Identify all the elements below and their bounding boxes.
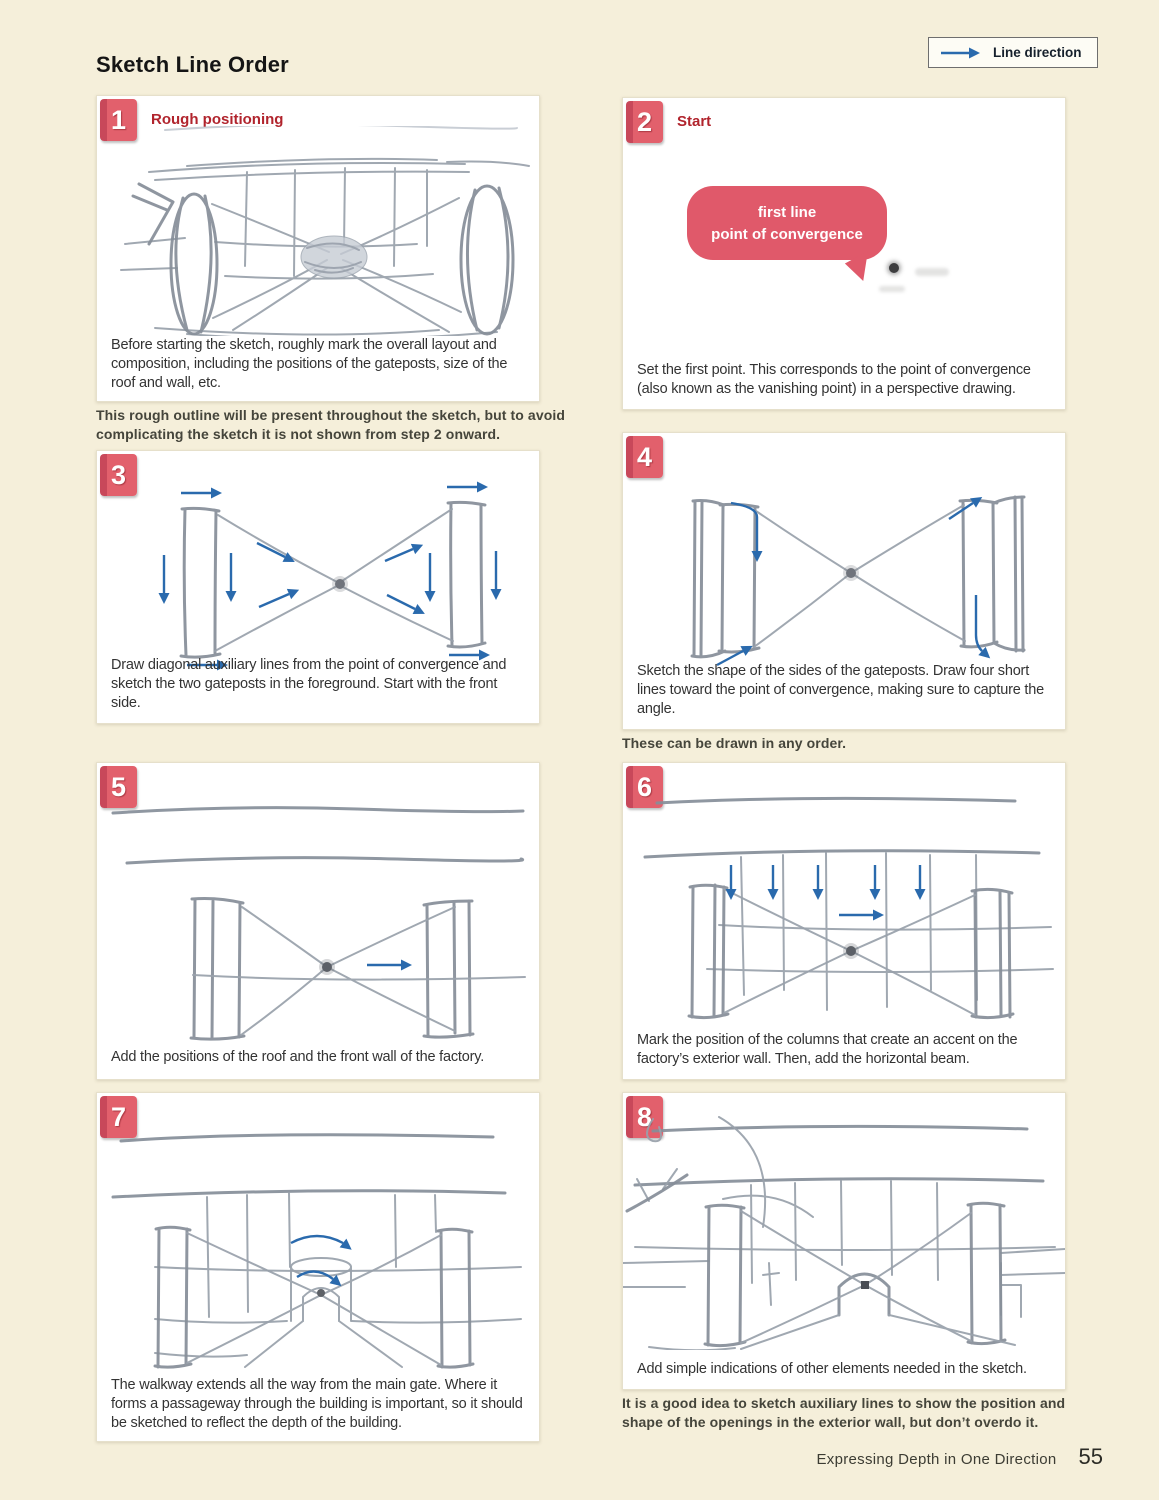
line-direction-arrow-icon xyxy=(937,43,983,63)
step-3-panel xyxy=(96,450,540,724)
bubble-line-1: first line xyxy=(757,204,817,221)
step-3-sketch xyxy=(97,473,539,673)
step-number-badge: 2 xyxy=(626,101,663,143)
step-8-sketch xyxy=(623,1115,1065,1350)
step-5-panel xyxy=(96,762,540,1080)
footer-section-title: Expressing Depth in One Direction xyxy=(816,1451,1057,1468)
speech-bubble xyxy=(687,186,887,260)
step-caption: Sketch the shape of the sides of the gateposts. Draw four short lines toward the point of convergence, making sure to capture the angle. xyxy=(637,662,1044,717)
step-label: Start xyxy=(677,113,712,130)
step-6-sketch xyxy=(623,785,1065,1025)
step-number-badge: 1 xyxy=(100,99,137,141)
page-title: Sketch Line Order xyxy=(96,52,289,77)
line-direction-legend xyxy=(928,37,1098,68)
step-1-sketch xyxy=(97,126,539,336)
vanishing-point-dot xyxy=(889,263,899,273)
step-caption: Mark the position of the columns that create an accent on the factory’s exterior wall. Then, add the horizontal beam. xyxy=(637,1031,1018,1067)
step-4-note: These can be drawn in any order. xyxy=(622,735,847,751)
step-number-badge: 7 xyxy=(100,1096,137,1138)
step-6-panel xyxy=(622,762,1066,1080)
step-caption: Draw diagonal auxiliary lines from the point of convergence and sketch the two gateposts in the foreground. Start with the front side. xyxy=(111,656,507,711)
step-8-panel xyxy=(622,1092,1066,1390)
step-caption: Add simple indications of other elements needed in the sketch. xyxy=(637,1360,1027,1377)
footer-page-number: 55 xyxy=(1078,1444,1103,1469)
step-4-sketch xyxy=(623,459,1065,677)
step-5-sketch xyxy=(97,787,539,1042)
legend-label: Line direction xyxy=(993,45,1082,60)
speech-bubble-tail xyxy=(845,251,879,284)
bubble-line-2: point of convergence xyxy=(711,225,863,243)
step-label: Rough positioning xyxy=(151,111,284,128)
step-number-badge: 6 xyxy=(626,766,663,808)
step-caption: Set the first point. This corresponds to the point of convergence (also known as the vanishing point) in a perspective drawing. xyxy=(637,361,1031,397)
step-8-note: It is a good idea to sketch auxiliary lines to show the position and shape of the openings in the exterior wall, but don’t overdo it. xyxy=(622,1395,1066,1430)
step-caption: Add the positions of the roof and the front wall of the factory. xyxy=(111,1048,485,1065)
step-number-badge: 3 xyxy=(100,454,137,496)
step-7-sketch xyxy=(97,1117,539,1372)
step-caption: The walkway extends all the way from the main gate. Where it forms a passageway through the building is important, so it should be sketched to reflect the depth of the building. xyxy=(111,1376,523,1431)
pencil-smudge xyxy=(879,286,905,292)
step-1-panel xyxy=(96,95,540,402)
step-1-note: This rough outline will be present throughout the sketch, but to avoid complicating the sketch it is not shown from step 2 onward. xyxy=(96,407,565,442)
step-caption: Before starting the sketch, roughly mark the overall layout and composition, including the positions of the gateposts, size of the roof and wall, etc. xyxy=(111,336,508,391)
step-number-badge: 4 xyxy=(626,436,663,478)
step-4-panel xyxy=(622,432,1066,730)
step-2-panel xyxy=(622,97,1066,410)
step-number-badge: 5 xyxy=(100,766,137,808)
pencil-smudge xyxy=(915,268,949,276)
step-7-panel xyxy=(96,1092,540,1442)
page-footer xyxy=(817,1444,1104,1470)
step-number-badge: 8 xyxy=(626,1096,663,1138)
